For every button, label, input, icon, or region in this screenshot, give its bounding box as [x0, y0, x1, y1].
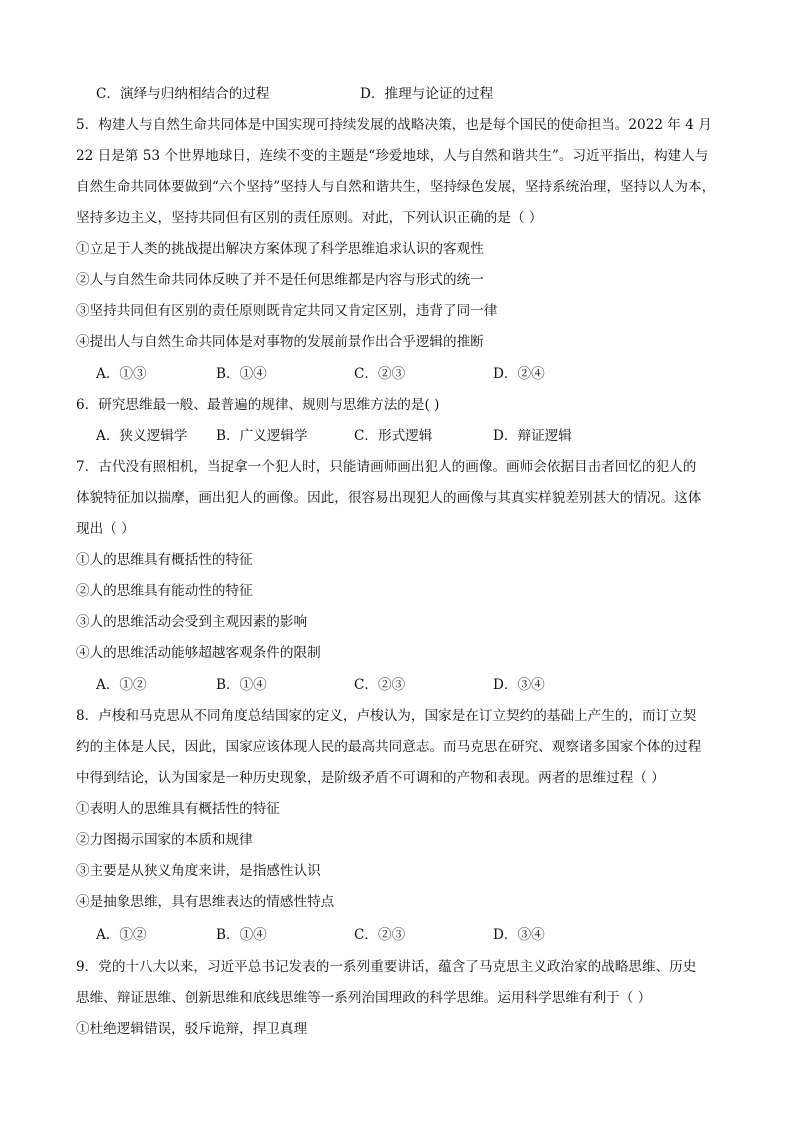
option-c: C．演绎与归纳相结合的过程: [96, 86, 270, 102]
question-text-line: 7．古代没有照相机，当捉拿一个犯人时，只能请画师画出犯人的画像。画师会依据目击者回忆的犯人的: [76, 459, 697, 475]
question-text-line: 约的主体是人民，因此，国家应该体现人民的最高共同意志。而马克思在研究、观察诸多国家个体的过程: [76, 739, 702, 755]
question-text-line: 现出（ ）: [76, 521, 135, 537]
option-b: B．①④: [216, 927, 267, 943]
statement: ②力图揭示国家的本质和规律: [76, 832, 253, 848]
question-text-line: 中得到结论，认为国家是一种历史现象，是阶级矛盾不可调和的产物和表现。两者的思维过程（ ）: [76, 770, 665, 786]
statement: ②人的思维具有能动性的特征: [76, 583, 253, 599]
statement: ①立足于人类的挑战提出解决方案体现了科学思维追求认识的客观性: [76, 241, 484, 257]
option-b: B．①④: [216, 366, 267, 382]
option-d: D．③④: [493, 677, 545, 693]
question-text-line: 5．构建人与自然生命共同体是中国实现可持续发展的战略决策，也是每个国民的使命担当。2022 年 4 月: [76, 117, 712, 133]
option-b: B．广义逻辑学: [216, 428, 308, 444]
option-c: C．②③: [354, 366, 406, 382]
question-text-line: 体貌特征加以揣摩，画出犯人的画像。因此，很容易出现犯人的画像与其真实样貌差别甚大的情况。这体: [76, 490, 702, 506]
statement: ②人与自然生命共同体反映了并不是任何思维都是内容与形式的统一: [76, 272, 484, 288]
question-text-line: 自然生命共同体要做到“六个坚持”坚持人与自然和谐共生，坚持绿色发展，坚持系统治理，坚持以人为本，: [76, 179, 716, 195]
option-a: A．①②: [96, 677, 147, 693]
statement: ③人的思维活动会受到主观因素的影响: [76, 614, 308, 630]
question-text-line: 8．卢梭和马克思从不同角度总结国家的定义，卢梭认为，国家是在订立契约的基础上产生的，而订立契: [76, 708, 697, 724]
statement: ④人的思维活动能够超越客观条件的限制: [76, 645, 321, 661]
question-text-line: 6．研究思维最一般、最普遍的规律、规则与思维方法的是( ): [76, 397, 440, 413]
option-d: D．推理与论证的过程: [360, 86, 494, 102]
option-b: B．①④: [216, 677, 267, 693]
option-a: A．①③: [96, 366, 147, 382]
statement: ①杜绝逻辑错误，驳斥诡辩，捍卫真理: [76, 1021, 308, 1037]
statement: ③主要是从狭义角度来讲，是指感性认识: [76, 863, 321, 879]
statement: ④是抽象思维，具有思维表达的情感性特点: [76, 894, 335, 910]
option-c: C．形式逻辑: [354, 428, 433, 444]
option-c: C．②③: [354, 677, 406, 693]
option-a: A．①②: [96, 927, 147, 943]
option-c: C．②③: [354, 927, 406, 943]
option-d: D．辩证逻辑: [493, 428, 572, 444]
option-d: D．③④: [493, 927, 545, 943]
question-text-line: 22 日是第 53 个世界地球日，连续不变的主题是“珍爱地球，人与自然和谐共生”。习近平指出，构建人与: [76, 148, 709, 164]
statement: ①表明人的思维具有概括性的特征: [76, 801, 280, 817]
question-text-line: 9．党的十八大以来，习近平总书记发表的一系列重要讲话，蕴含了马克思主义政治家的战略思维、历史: [76, 959, 697, 975]
statement: ④提出人与自然生命共同体是对事物的发展前景作出合乎逻辑的推断: [76, 334, 484, 350]
option-a: A．狭义逻辑学: [96, 428, 188, 444]
question-text-line: 坚持多边主义，坚持共同但有区别的责任原则。对此，下列认识正确的是（ ）: [76, 210, 543, 226]
statement: ③坚持共同但有区别的责任原则既肯定共同又肯定区别，违背了同一律: [76, 303, 498, 319]
statement: ①人的思维具有概括性的特征: [76, 552, 253, 568]
option-d: D．②④: [493, 366, 545, 382]
question-text-line: 思维、辩证思维、创新思维和底线思维等一系列治国理政的科学思维。运用科学思维有利于（ ）: [76, 990, 652, 1006]
